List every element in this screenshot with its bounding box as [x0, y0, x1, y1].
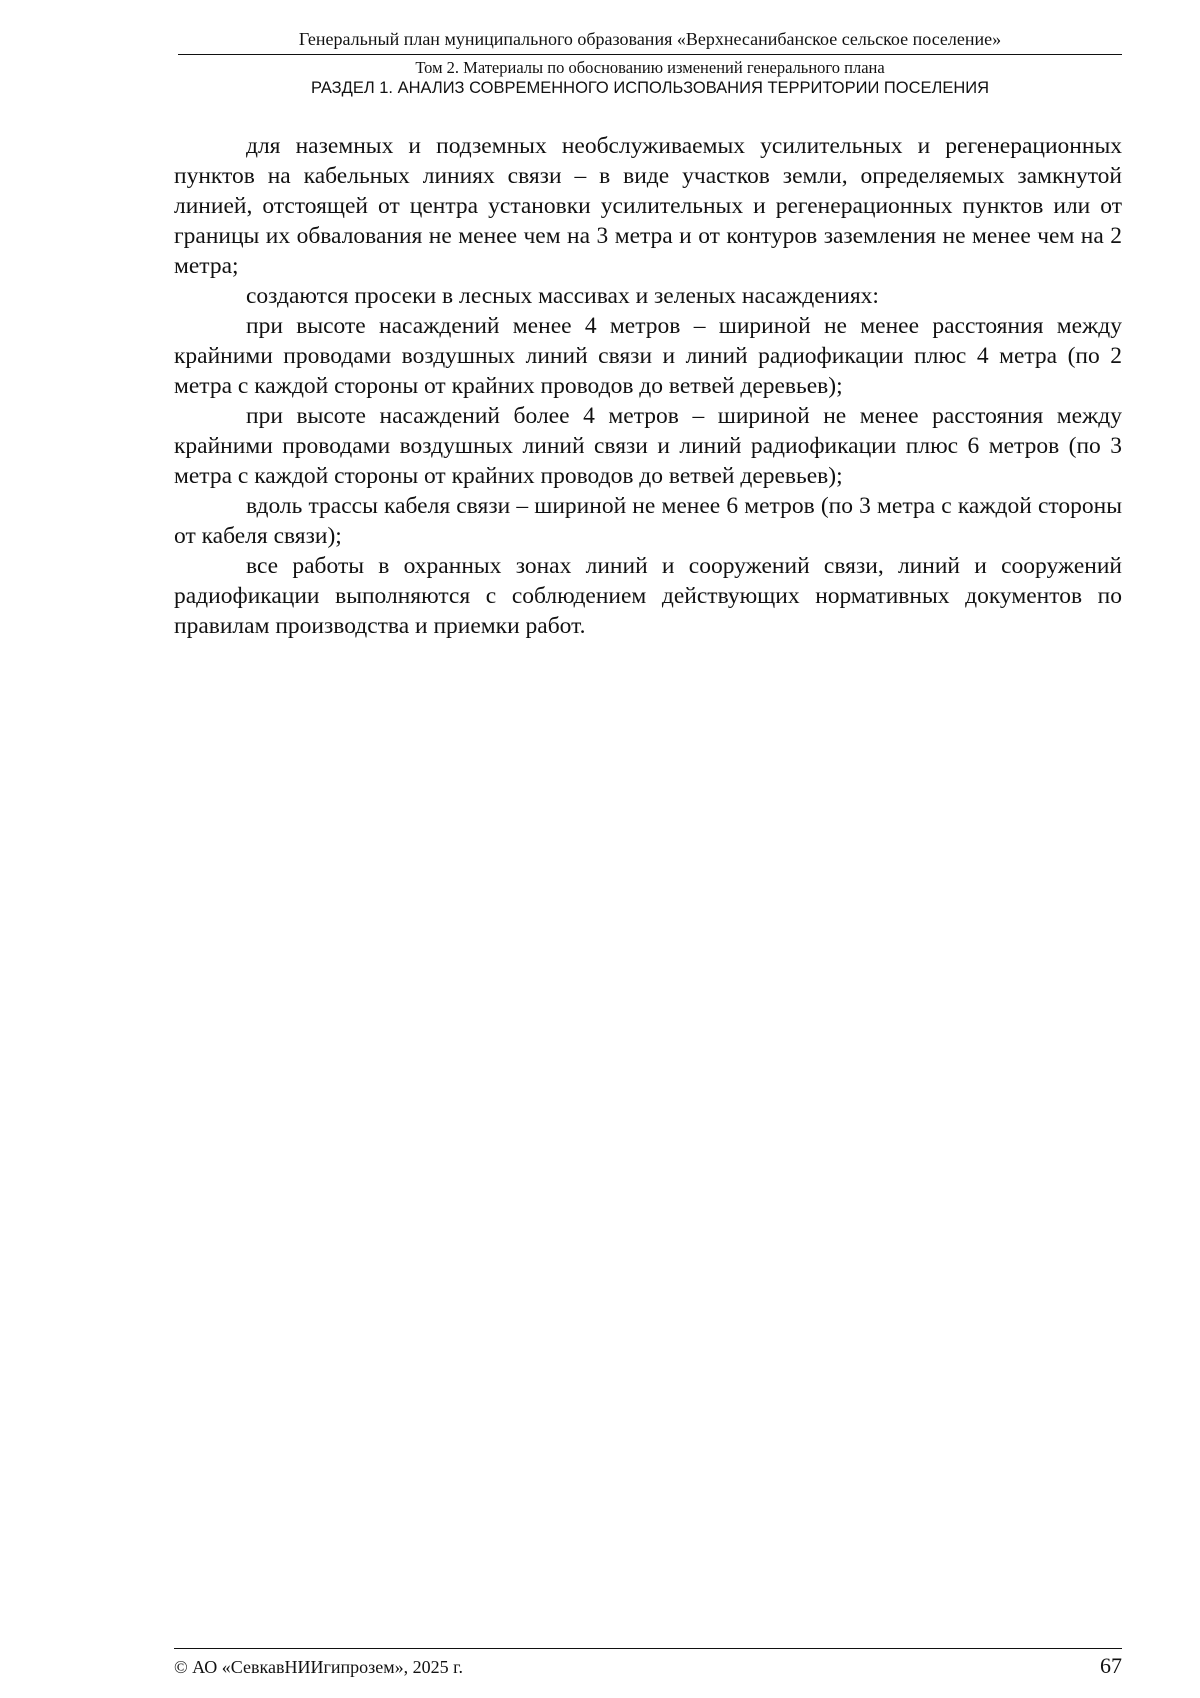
header-volume: Том 2. Материалы по обоснованию изменений генерального плана — [415, 58, 885, 77]
body-paragraph: при высоте насаждений более 4 метров – шириной не менее расстояния между крайними проводами воздушных линий связи и линий радиофикации плюс 6 метров (по 3 метра с каждой стороны от крайних проводов до ветвей деревьев); — [174, 403, 1122, 489]
body-paragraph: для наземных и подземных необслуживаемых усилительных и регенерационных пунктов на кабельных линиях связи – в виде участков земли, определяемых замкнутой линией, отстоящей от центра установки усилительных и регенерационных пунктов или от границы их обвалования не менее чем на 3 метра и от контуров заземления не менее чем на 2 метра; — [174, 133, 1122, 279]
page-footer — [174, 1648, 1122, 1679]
header-divider — [178, 54, 1122, 55]
body-paragraph: создаются просеки в лесных массивах и зеленых насаждениях: — [246, 283, 879, 309]
header-section: РАЗДЕЛ 1. АНАЛИЗ СОВРЕМЕННОГО ИСПОЛЬЗОВАНИЯ ТЕРРИТОРИИ ПОСЕЛЕНИЯ — [310, 79, 990, 97]
body-paragraph: все работы в охранных зонах линий и сооружений связи, линий и сооружений радиофикации выполняются с соблюдением действующих нормативных документов по правилам производства и приемки работ. — [174, 553, 1122, 639]
header-title: Генеральный план муниципального образования «Верхнесанибанское сельское поселение» — [298, 29, 1002, 49]
footer-copyright: © АО «СевкавНИИгипрозем», 2025 г. — [174, 1657, 463, 1677]
page-header — [178, 26, 1122, 98]
body-paragraph: при высоте насаждений менее 4 метров – шириной не менее расстояния между крайними проводами воздушных линий связи и линий радиофикации плюс 4 метра (по 2 метра с каждой стороны от крайних проводов до ветвей деревьев); — [174, 313, 1122, 399]
page-body — [174, 131, 1122, 641]
footer-divider — [174, 1648, 1122, 1649]
page-number: 67 — [1100, 1653, 1122, 1678]
footer-row — [174, 1654, 1122, 1679]
body-paragraph: вдоль трассы кабеля связи – шириной не менее 6 метров (по 3 метра с каждой стороны от кабеля связи); — [174, 493, 1122, 549]
